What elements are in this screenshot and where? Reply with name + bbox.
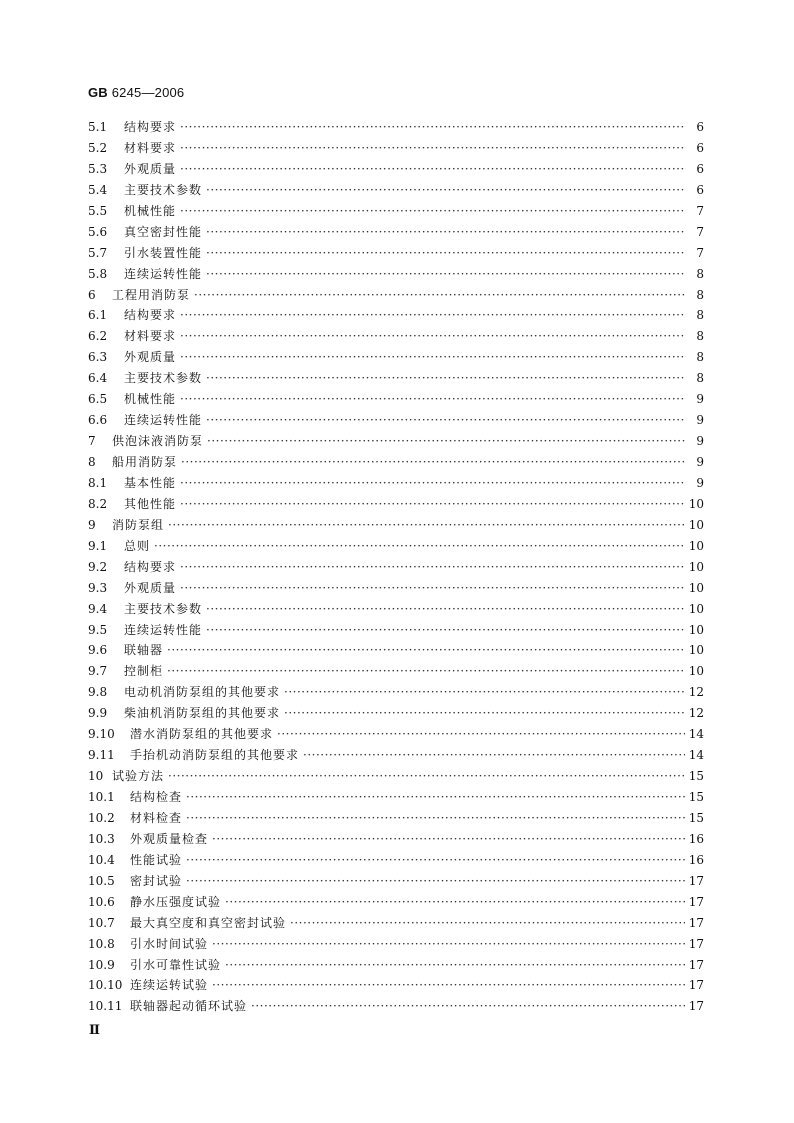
dot-leader	[180, 497, 685, 511]
toc-entry-number: 5.2	[88, 140, 108, 155]
toc-entry-page: 17	[688, 999, 704, 1014]
toc-entry-number: 6.2	[88, 329, 108, 344]
toc-entry[interactable]	[88, 662, 704, 683]
toc-entry-title: 消防泵组	[112, 517, 165, 532]
dot-leader	[206, 246, 686, 260]
toc-entry-number: 10	[88, 769, 104, 784]
toc-entry-page: 16	[688, 831, 704, 846]
toc-entry-title: 连续运转性能	[124, 622, 203, 637]
toc-entry[interactable]	[88, 286, 704, 307]
toc-entry[interactable]	[88, 223, 704, 244]
toc-entry-title: 手抬机动消防泵组的其他要求	[130, 748, 300, 763]
toc-entry-number: 10.7	[88, 915, 115, 930]
toc-entry[interactable]	[88, 914, 704, 935]
toc-entry-page: 8	[696, 350, 704, 365]
toc-entry[interactable]	[88, 809, 704, 830]
toc-entry-number: 9.4	[88, 601, 108, 616]
toc-entry-number: 9.11	[88, 748, 115, 763]
toc-entry-title: 工程用消防泵	[112, 287, 191, 302]
dot-leader	[180, 204, 686, 218]
toc-entry-title: 结构要求	[124, 559, 177, 574]
toc-entry-page: 9	[696, 434, 704, 449]
toc-entry[interactable]	[88, 181, 704, 202]
toc-entry-title: 连续运转性能	[124, 266, 203, 281]
dot-leader	[180, 162, 686, 176]
toc-entry-title: 潜水消防泵组的其他要求	[130, 727, 274, 742]
toc-entry-number: 10.2	[88, 810, 115, 825]
toc-entry-title: 引水时间试验	[130, 936, 209, 951]
dot-leader	[284, 706, 685, 720]
dot-leader	[277, 727, 685, 741]
toc-entry[interactable]	[88, 746, 704, 767]
toc-entry-title: 机械性能	[124, 203, 177, 218]
toc-entry-number: 9.7	[88, 664, 108, 679]
dot-leader	[180, 350, 686, 364]
toc-entry[interactable]	[88, 369, 704, 390]
toc-entry-title: 主要技术参数	[124, 601, 203, 616]
toc-entry-number: 10.6	[88, 894, 115, 909]
toc-entry-number: 5.7	[88, 245, 108, 260]
dot-leader	[212, 978, 685, 992]
toc-entry-page: 8	[696, 287, 704, 302]
toc-entry-page: 12	[688, 706, 704, 721]
dot-leader	[212, 832, 685, 846]
toc-entry[interactable]	[88, 893, 704, 914]
toc-entry-page: 6	[696, 140, 704, 155]
toc-entry-number: 5.3	[88, 161, 108, 176]
toc-entry[interactable]	[88, 516, 704, 537]
toc-entry-title: 基本性能	[124, 475, 177, 490]
toc-entry-page: 8	[696, 329, 704, 344]
dot-leader	[180, 581, 685, 595]
toc-entry-number: 6.6	[88, 413, 108, 428]
toc-entry-title: 其他性能	[124, 496, 177, 511]
toc-entry-page: 17	[688, 894, 704, 909]
toc-entry[interactable]	[88, 997, 704, 1018]
toc-entry[interactable]	[88, 495, 704, 516]
toc-entry-number: 10.11	[88, 999, 123, 1014]
toc-entry[interactable]	[88, 683, 704, 704]
toc-entry-number: 5.1	[88, 120, 108, 134]
toc-entry-page: 9	[696, 392, 704, 407]
dot-leader	[180, 392, 686, 406]
toc-entry[interactable]	[88, 830, 704, 851]
toc-entry[interactable]	[88, 558, 704, 579]
toc-entry-page: 9	[696, 413, 704, 428]
dot-leader	[290, 916, 685, 930]
toc-entry[interactable]	[88, 935, 704, 956]
toc-entry[interactable]	[88, 956, 704, 977]
toc-entry[interactable]	[88, 160, 704, 181]
toc-entry-title: 密封试验	[130, 873, 183, 888]
toc-entry-number: 8.1	[88, 475, 108, 490]
dot-leader	[186, 874, 685, 888]
toc-entry-page: 6	[696, 182, 704, 197]
toc-entry-page: 14	[688, 748, 704, 763]
toc-entry-page: 17	[688, 978, 704, 993]
toc-entry-number: 9.10	[88, 727, 115, 742]
dot-leader	[180, 476, 686, 490]
toc-entry-page: 12	[688, 685, 704, 700]
dot-leader	[206, 602, 685, 616]
toc-entry-title: 材料要求	[124, 329, 177, 344]
toc-entry-title: 机械性能	[124, 392, 177, 407]
dot-leader	[206, 371, 686, 385]
toc-entry-number: 10.4	[88, 852, 115, 867]
toc-entry[interactable]	[88, 411, 704, 432]
dot-leader	[180, 329, 686, 343]
toc-entry[interactable]	[88, 641, 704, 662]
toc-entry-page: 6	[696, 120, 704, 134]
dot-leader	[225, 895, 685, 909]
toc-entry[interactable]	[88, 453, 704, 474]
dot-leader	[194, 288, 686, 302]
toc-entry-number: 9.3	[88, 580, 108, 595]
toc-entry[interactable]	[88, 118, 704, 139]
toc-entry-page: 15	[688, 769, 704, 784]
dot-leader	[168, 769, 685, 783]
dot-leader	[206, 267, 686, 281]
toc-entry-title: 引水可靠性试验	[130, 957, 222, 972]
toc-entry-page: 8	[696, 308, 704, 323]
dot-leader	[206, 183, 686, 197]
toc-entry-number: 9.8	[88, 685, 108, 700]
toc-entry-title: 结构检查	[130, 790, 183, 804]
dot-leader	[186, 790, 685, 804]
toc-entry-number: 6.3	[88, 350, 108, 365]
toc-entry-page: 17	[688, 873, 704, 888]
toc-entry-title: 外观质量检查	[130, 831, 209, 846]
toc-entry-title: 真空密封性能	[124, 224, 203, 239]
toc-entry-title: 结构要求	[124, 120, 177, 134]
dot-leader	[167, 643, 685, 657]
toc-entry-title: 总则	[124, 538, 151, 553]
toc-entry-number: 10.10	[88, 978, 123, 993]
toc-entry-page: 10	[688, 601, 704, 616]
toc-entry-title: 材料要求	[124, 140, 177, 155]
toc-entry-page: 17	[688, 936, 704, 951]
toc-entry-title: 引水装置性能	[124, 245, 203, 260]
toc-entry-title: 联轴器起动循环试验	[130, 999, 248, 1014]
dot-leader	[225, 958, 685, 972]
toc-entry-number: 9.5	[88, 622, 108, 637]
toc-entry-page: 10	[688, 559, 704, 574]
toc-entry-title: 外观质量	[124, 580, 177, 595]
toc-entry[interactable]	[88, 244, 704, 265]
dot-leader	[284, 685, 685, 699]
toc-entry-title: 电动机消防泵组的其他要求	[124, 685, 281, 700]
dot-leader	[154, 539, 685, 553]
dot-leader	[206, 225, 686, 239]
toc-entry-number: 6.4	[88, 371, 108, 386]
toc-entry-page: 17	[688, 915, 704, 930]
toc-entry-page: 10	[688, 664, 704, 679]
dot-leader	[206, 623, 685, 637]
standard-prefix: GB	[88, 85, 108, 100]
toc-entry-page: 7	[696, 245, 704, 260]
document-header	[88, 85, 184, 100]
dot-leader	[212, 937, 685, 951]
toc-entry-title: 控制柜	[124, 664, 164, 679]
toc-entry-number: 10.5	[88, 873, 115, 888]
toc-entry-title: 联轴器	[124, 643, 164, 658]
toc-entry-number: 6.5	[88, 392, 108, 407]
toc-entry-page: 8	[696, 266, 704, 281]
toc-entry-number: 5.8	[88, 266, 108, 281]
toc-entry[interactable]	[88, 202, 704, 223]
toc-entry-page: 6	[696, 161, 704, 176]
toc-entry-number: 9	[88, 517, 96, 532]
toc-entry-title: 主要技术参数	[124, 182, 203, 197]
toc-entry[interactable]	[88, 265, 704, 286]
dot-leader	[180, 120, 686, 134]
toc-entry-page: 15	[688, 810, 704, 825]
toc-entry-number: 10.9	[88, 957, 115, 972]
table-of-contents	[88, 118, 704, 1018]
toc-entry-number: 9.6	[88, 643, 108, 658]
toc-entry[interactable]	[88, 139, 704, 160]
toc-entry-number: 9.1	[88, 538, 108, 553]
toc-entry-page: 10	[688, 496, 704, 511]
toc-entry-page: 7	[696, 224, 704, 239]
toc-entry[interactable]	[88, 767, 704, 788]
toc-entry-number: 9.2	[88, 559, 108, 574]
page-number: Ⅱ	[89, 1023, 100, 1038]
toc-entry[interactable]	[88, 725, 704, 746]
toc-entry-number: 6	[88, 287, 96, 302]
toc-entry-page: 15	[688, 790, 704, 804]
dot-leader	[303, 748, 685, 762]
toc-entry-page: 8	[696, 371, 704, 386]
dot-leader	[180, 141, 686, 155]
toc-entry[interactable]	[88, 600, 704, 621]
toc-entry-title: 连续运转试验	[130, 978, 209, 993]
toc-entry-page: 9	[696, 475, 704, 490]
toc-entry[interactable]	[88, 327, 704, 348]
toc-entry-number: 7	[88, 434, 96, 449]
dot-leader	[207, 434, 686, 448]
toc-entry[interactable]	[88, 579, 704, 600]
toc-entry-title: 试验方法	[112, 769, 165, 784]
toc-entry-number: 8	[88, 455, 96, 469]
toc-entry-title: 性能试验	[130, 852, 183, 867]
toc-entry[interactable]	[88, 474, 704, 495]
toc-entry-title: 供泡沫液消防泵	[112, 434, 204, 449]
dot-leader	[167, 664, 685, 678]
toc-entry-number: 5.4	[88, 182, 108, 197]
toc-entry-page: 10	[688, 517, 704, 532]
dot-leader	[180, 308, 686, 322]
toc-entry[interactable]	[88, 788, 704, 809]
toc-entry-title: 材料检查	[130, 810, 183, 825]
dot-leader	[168, 518, 685, 532]
standard-code: 6245—2006	[111, 85, 185, 100]
dot-leader	[181, 455, 686, 469]
toc-entry-title: 外观质量	[124, 350, 177, 365]
toc-entry-number: 10.8	[88, 936, 115, 951]
dot-leader	[251, 999, 685, 1013]
toc-entry-title: 外观质量	[124, 161, 177, 176]
toc-entry-number: 9.9	[88, 706, 108, 721]
toc-entry-page: 7	[696, 203, 704, 218]
toc-entry-page: 10	[688, 538, 704, 553]
toc-entry-page: 16	[688, 852, 704, 867]
toc-entry[interactable]	[88, 851, 704, 872]
toc-entry-number: 6.1	[88, 308, 108, 323]
toc-entry-title: 最大真空度和真空密封试验	[130, 915, 287, 930]
toc-entry[interactable]	[88, 537, 704, 558]
toc-entry-page: 9	[696, 455, 704, 469]
toc-entry[interactable]	[88, 306, 704, 327]
toc-entry[interactable]	[88, 872, 704, 893]
toc-entry[interactable]	[88, 432, 704, 453]
toc-entry-page: 17	[688, 957, 704, 972]
toc-entry-number: 10.1	[88, 790, 115, 804]
toc-entry[interactable]	[88, 348, 704, 369]
toc-entry[interactable]	[88, 390, 704, 411]
toc-entry-number: 5.6	[88, 224, 108, 239]
dot-leader	[180, 560, 685, 574]
toc-entry[interactable]	[88, 704, 704, 725]
dot-leader	[206, 413, 686, 427]
toc-entry-page: 10	[688, 580, 704, 595]
toc-entry-title: 静水压强度试验	[130, 894, 222, 909]
toc-entry[interactable]	[88, 976, 704, 997]
toc-entry[interactable]	[88, 621, 704, 642]
toc-entry-number: 8.2	[88, 496, 108, 511]
toc-entry-title: 结构要求	[124, 308, 177, 323]
toc-entry-page: 10	[688, 643, 704, 658]
toc-entry-title: 柴油机消防泵组的其他要求	[124, 706, 281, 721]
toc-entry-page: 14	[688, 727, 704, 742]
toc-entry-number: 5.5	[88, 203, 108, 218]
toc-entry-page: 10	[688, 622, 704, 637]
toc-entry-title: 主要技术参数	[124, 371, 203, 386]
toc-entry-title: 船用消防泵	[112, 455, 178, 469]
toc-entry-number: 10.3	[88, 831, 115, 846]
dot-leader	[186, 853, 685, 867]
dot-leader	[186, 811, 685, 825]
toc-entry-title: 连续运转性能	[124, 413, 203, 428]
